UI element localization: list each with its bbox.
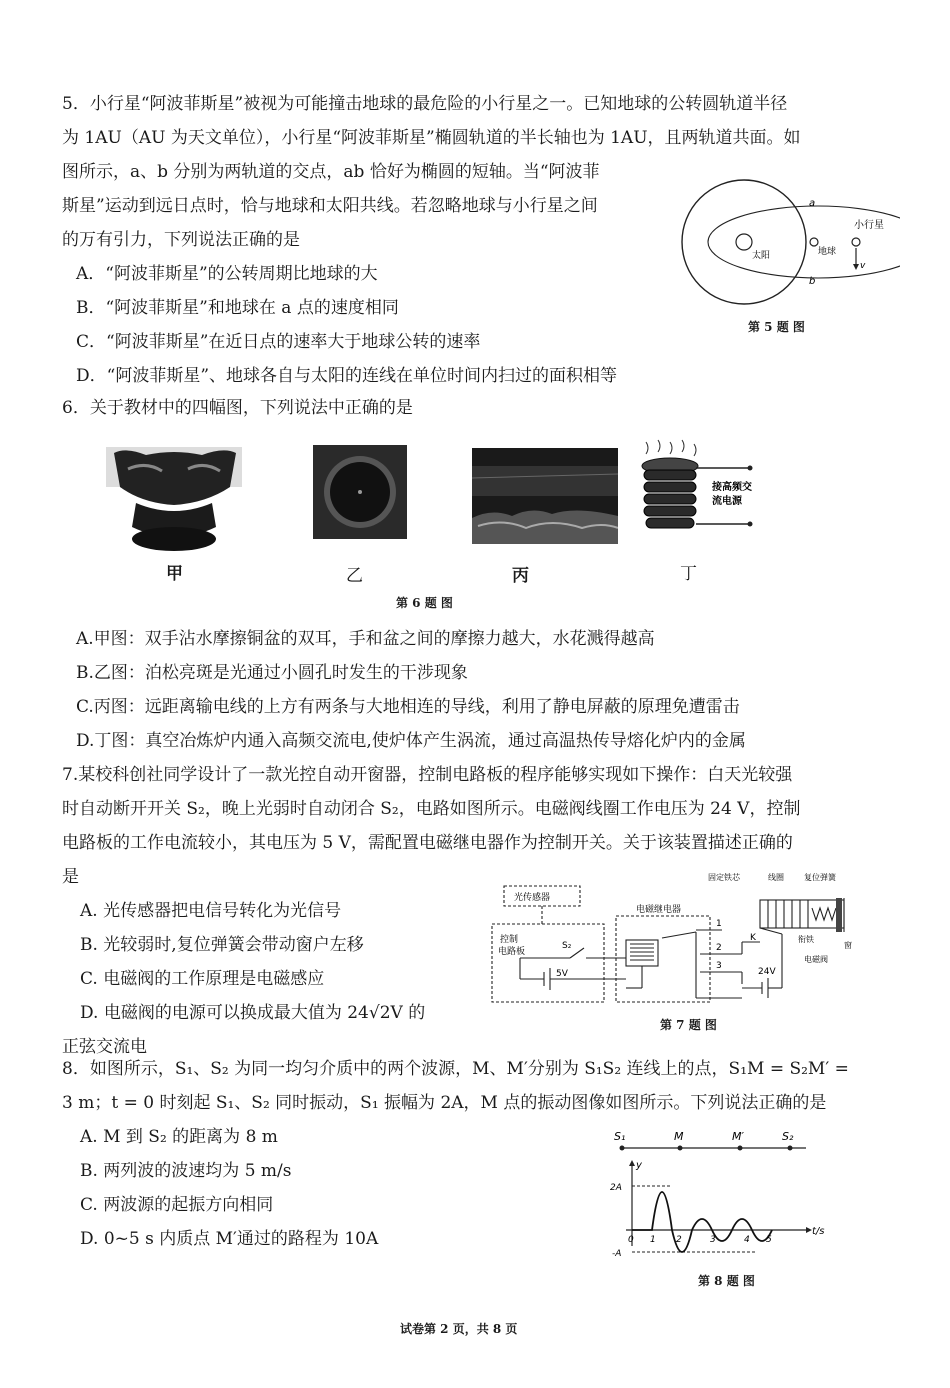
core-label: 固定铁芯 <box>708 873 740 882</box>
q7-line-2: 时自动断开开关 S₂，晚上光弱时自动闭合 S₂，电路如图所示。电磁阀线圈工作电压为 24 V，控制 <box>62 799 801 819</box>
k-label: K <box>750 933 756 943</box>
m-label: M <box>674 1130 684 1143</box>
q6-basin-photo <box>106 447 242 555</box>
point-b-label: b <box>809 276 816 287</box>
t-axis-label: t/s <box>812 1226 825 1237</box>
asteroid-icon <box>852 238 860 246</box>
q5-option-d: D．“阿波菲斯星”、地球各自与太阳的连线在单位时间内扫过的面积相等 <box>76 366 618 386</box>
valve-label: 电磁阀 <box>804 955 828 964</box>
relay-label: 电磁继电器 <box>636 905 682 915</box>
contact-1-label: 1 <box>716 919 722 929</box>
page-footer: 试卷第 2 页，共 8 页 <box>400 1322 518 1336</box>
label-bing: 丙 <box>512 566 529 586</box>
q7-line-4: 是 <box>62 867 79 887</box>
q6-stem: 6．关于教材中的四幅图，下列说法中正确的是 <box>62 398 413 418</box>
earth-label: 地球 <box>818 247 837 257</box>
sensor-label: 光传感器 <box>514 893 551 903</box>
asteroid-label: 小行星 <box>854 220 884 231</box>
label-ding: 丁 <box>680 564 697 584</box>
q7-line-1: 7.某校科创社同学设计了一款光控自动开窗器，控制电路板的程序能够实现如下操作：白天光较强 <box>62 765 793 785</box>
iron-label: 衔铁 <box>798 935 814 944</box>
window-label: 窗 <box>844 941 852 950</box>
point-a-label: a <box>809 198 816 209</box>
power-label-1: 接高频交 <box>712 482 752 493</box>
q7-line-3: 电路板的工作电流较小，其电压为 5 V，需配置电磁继电器作为控制开关。关于该装置描述正确的 <box>62 833 793 853</box>
y-axis-label: y <box>636 1160 642 1171</box>
q8-wave-figure <box>606 1124 836 1266</box>
amp-neg-label: -A <box>612 1249 622 1259</box>
board-label-1: 控制 <box>500 935 519 945</box>
q7-option-b: B. 光较弱时,复位弹簧会带动窗户左移 <box>80 935 364 955</box>
q6-furnace-diagram <box>632 438 772 538</box>
q8-option-a: A. M 到 S₂ 的距离为 8 m <box>80 1127 278 1147</box>
q8-option-d: D. 0~5 s 内质点 M′通过的路程为 10A <box>80 1229 379 1249</box>
spring-label: 复位弹簧 <box>804 873 836 882</box>
q7-figure-caption: 第 7 题 图 <box>660 1018 717 1032</box>
earth-icon <box>810 238 818 246</box>
tick-2: 2 <box>676 1235 682 1245</box>
q7-circuit-figure <box>486 868 866 1010</box>
q6-power-line-photo <box>472 448 618 544</box>
q5-line-5: 的万有引力，下列说法正确的是 <box>62 230 300 250</box>
s1-label: S₁ <box>614 1130 626 1143</box>
q8-line-1: 8．如图所示，S₁、S₂ 为同一均匀介质中的两个波源，M、M′分别为 S₁S₂ 连线上的点，S₁M = S₂M′ = <box>62 1059 849 1079</box>
sun-icon <box>736 234 752 250</box>
q5-figure-caption: 第 5 题 图 <box>748 320 805 334</box>
v5-label: 5V <box>556 969 568 979</box>
q6-option-d: D.丁图：真空冶炼炉内通入高频交流电,使炉体产生涡流，通过高温热传导熔化炉内的金属 <box>76 731 746 751</box>
label-yi: 乙 <box>346 566 363 586</box>
board-label-2: 电路板 <box>498 947 526 957</box>
q6-poisson-spot-photo <box>313 445 407 539</box>
q5-line-4: 斯星”运动到远日点时，恰与地球和太阳共线。若忽略地球与小行星之间 <box>62 196 598 216</box>
tick-5: 5 <box>766 1235 772 1245</box>
q7-option-a: A. 光传感器把电信号转化为光信号 <box>80 901 342 921</box>
q6-figure-caption: 第 6 题 图 <box>396 596 453 610</box>
q8-option-b: B. 两列波的波速均为 5 m/s <box>80 1161 292 1181</box>
q5-line-2: 为 1AU（AU 为天文单位），小行星“阿波菲斯星”椭圆轨道的半长轴也为 1AU，且两轨道共面。如 <box>62 128 801 148</box>
q6-option-b: B.乙图：泊松亮斑是光通过小圆孔时发生的干涉现象 <box>76 663 468 683</box>
sun-label: 太阳 <box>752 251 771 261</box>
q5-option-c: C．“阿波菲斯星”在近日点的速率大于地球公转的速率 <box>76 332 481 352</box>
tick-1: 1 <box>650 1235 656 1245</box>
v24-label: 24V <box>758 967 776 977</box>
velocity-label: v <box>860 261 866 271</box>
q5-line-3: 图所示，a、b 分别为两轨道的交点，ab 恰好为椭圆的短轴。当“阿波菲 <box>62 162 600 182</box>
q7-option-d: D. 电磁阀的电源可以换成最大值为 24√2V 的 <box>80 1003 426 1023</box>
q5-line-1: 5．小行星“阿波菲斯星”被视为可能撞击地球的最危险的小行星之一。已知地球的公转圆轨道半径 <box>62 94 788 114</box>
label-jia: 甲 <box>166 564 183 584</box>
q5-orbit-figure <box>668 176 900 336</box>
q7-option-d-continued: 正弦交流电 <box>62 1037 147 1057</box>
tick-3: 3 <box>710 1235 716 1245</box>
contact-2-label: 2 <box>716 943 722 953</box>
s2-label: S₂ <box>562 941 572 951</box>
s2-point-label: S₂ <box>782 1130 794 1143</box>
q8-line-2: 3 m；t = 0 时刻起 S₁、S₂ 同时振动，S₁ 振幅为 2A，M 点的振动图像如图所示。下列说法正确的是 <box>62 1093 827 1113</box>
amp-pos-label: 2A <box>610 1183 622 1193</box>
m-prime-label: M′ <box>732 1130 744 1143</box>
q6-option-a: A.甲图：双手沾水摩擦铜盆的双耳，手和盆之间的摩擦力越大，水花溅得越高 <box>76 629 655 649</box>
q7-option-c: C. 电磁阀的工作原理是电磁感应 <box>80 969 325 989</box>
q5-option-a: A．“阿波菲斯星”的公转周期比地球的大 <box>76 264 378 284</box>
q8-option-c: C. 两波源的起振方向相同 <box>80 1195 274 1215</box>
contact-3-label: 3 <box>716 961 722 971</box>
q8-figure-caption: 第 8 题 图 <box>698 1274 755 1288</box>
power-label-2: 流电源 <box>712 496 742 507</box>
tick-0: 0 <box>628 1235 634 1245</box>
coil-label: 线圈 <box>768 873 784 882</box>
q6-option-c: C.丙图：远距离输电线的上方有两条与大地相连的导线，利用了静电屏蔽的原理免遭雷击 <box>76 697 740 717</box>
q5-option-b: B．“阿波菲斯星”和地球在 a 点的速度相同 <box>76 298 399 318</box>
tick-4: 4 <box>744 1235 750 1245</box>
